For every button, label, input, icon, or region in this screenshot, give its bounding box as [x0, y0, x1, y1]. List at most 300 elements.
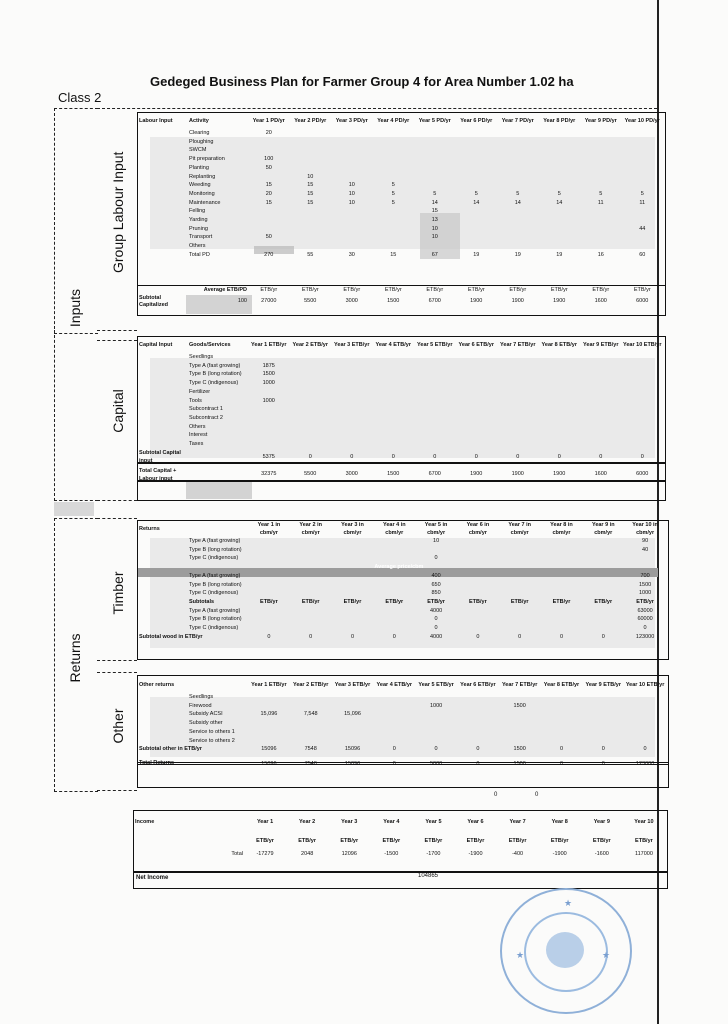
capital-value: [248, 431, 290, 440]
year-column-header: Year 2 PD/yr: [294, 117, 327, 124]
income-year-row: [134, 812, 665, 832]
pd-value: [248, 216, 290, 225]
empty-cell: [138, 537, 188, 546]
pd-value: [497, 164, 539, 173]
capital-row: [138, 414, 663, 423]
unit-cell: ETB/yr: [427, 598, 445, 605]
capital-row: [138, 379, 663, 388]
empty-cell: [539, 414, 581, 423]
other-row: [138, 693, 666, 702]
income-unit-row: [134, 832, 665, 850]
empty-cell: [622, 362, 664, 371]
empty-cell: [499, 589, 541, 598]
capital-value: [248, 440, 290, 449]
pd-value: [580, 181, 622, 190]
year-column-header: Year 3 PD/yr: [335, 117, 368, 124]
unit-cell: ETB/yr: [636, 598, 654, 605]
empty-cell: [290, 423, 332, 432]
pd-value: [331, 242, 373, 251]
pd-value: [331, 233, 373, 242]
empty-cell: [457, 615, 499, 624]
pd-value: 5: [391, 190, 395, 197]
other-value: [624, 693, 666, 702]
capital-row: [138, 405, 663, 414]
empty-cell: [331, 405, 373, 414]
empty-cell: [138, 164, 188, 173]
pd-value: [497, 242, 539, 251]
empty-cell: [138, 379, 188, 388]
capital-value: [248, 405, 290, 414]
other-value: [290, 719, 332, 728]
empty-cell: [580, 414, 622, 423]
other-value: 15,096: [344, 711, 361, 718]
empty-cell: [497, 362, 539, 371]
pd-value: [414, 164, 456, 173]
subtotal-value: 1900: [511, 298, 524, 305]
empty-cell: [290, 537, 332, 546]
timber-subtotals-header-row: [138, 598, 666, 607]
unit-cell: ETB/yr: [552, 598, 571, 605]
empty-cell: [580, 423, 622, 432]
empty-cell: [622, 431, 664, 440]
type-label: Type C (indigenous): [189, 555, 239, 562]
other-value: 1000: [429, 702, 443, 709]
empty-cell: [332, 615, 374, 624]
pd-value: 55: [307, 251, 314, 258]
net-income-value: 104865: [418, 873, 439, 879]
empty-cell: [138, 710, 188, 719]
pd-value: [290, 138, 332, 147]
other-subtotal-row: [138, 745, 666, 754]
income-total-value: -1500: [384, 851, 399, 857]
subtotal-value: 0: [308, 453, 312, 460]
empty-cell: [138, 199, 188, 208]
empty-cell: [290, 397, 332, 406]
pd-value: [290, 164, 332, 173]
pd-value: [497, 146, 539, 155]
empty-cell: [539, 362, 581, 371]
type-label: Type A (fast growing): [189, 572, 241, 579]
pd-value: 15: [307, 199, 314, 206]
pd-value: [622, 181, 664, 190]
pd-value: [622, 173, 664, 182]
other-value: [457, 737, 499, 746]
other-value: [332, 737, 374, 746]
goods-label: Interest: [189, 432, 208, 439]
pd-value: [497, 216, 539, 225]
empty-cell: [138, 353, 188, 362]
subtotal-value: 3000: [345, 298, 358, 305]
empty-cell: [582, 615, 624, 624]
pd-value: 5: [391, 182, 395, 189]
year-column-header: Year 9 in cbm/yr: [591, 521, 615, 536]
unit-cell: ETB/yr: [343, 287, 361, 293]
capital-value: [248, 388, 290, 397]
group-labour-input-label: Group Labour Input: [110, 151, 126, 273]
year-column-header: Year 7 PD/yr: [501, 117, 534, 124]
empty-cell: [331, 379, 373, 388]
unit-cell: ETB/yr: [385, 598, 404, 605]
empty-cell: [332, 554, 374, 563]
other-row: [138, 710, 666, 719]
unit-cell: ETB/yr: [340, 837, 359, 844]
pd-value: [539, 216, 581, 225]
pd-value: [290, 242, 332, 251]
income-label: Income: [135, 818, 155, 825]
year5-value: 650: [431, 581, 441, 588]
other-value: [624, 737, 666, 746]
other-value: [499, 693, 541, 702]
year-column-header: Year 10 ETB/yr: [625, 681, 665, 688]
empty-cell: [539, 370, 581, 379]
below-value: 0: [535, 792, 539, 798]
pd-value: [622, 164, 664, 173]
other-value: [541, 719, 583, 728]
empty-cell: [457, 563, 499, 572]
empty-cell: [582, 572, 624, 581]
empty-cell: [414, 440, 456, 449]
subtotal-value: 0: [350, 453, 354, 460]
empty-cell: [622, 414, 664, 423]
pd-value: [414, 242, 456, 251]
activity-label: Weeding: [189, 182, 211, 189]
pd-value: [622, 216, 664, 225]
capital-row: [138, 397, 663, 406]
empty-cell: [373, 405, 415, 414]
goods-label: Tools: [189, 397, 202, 404]
labour-input-table: [138, 112, 663, 260]
empty-cell: [497, 388, 539, 397]
empty-cell: [290, 379, 332, 388]
other-value: [457, 710, 499, 719]
net-income-border: [133, 871, 668, 889]
other-value: [624, 728, 666, 737]
empty-cell: [414, 353, 456, 362]
other-value: [373, 693, 415, 702]
pd-value: [622, 138, 664, 147]
below-value: 0: [494, 792, 498, 798]
unit-cell: ETB/yr: [508, 837, 527, 844]
empty-cell: [138, 728, 188, 737]
inputs-label: Inputs: [67, 288, 83, 328]
other-value: [499, 719, 541, 728]
pd-value: [497, 173, 539, 182]
labour-subtotal-row: [138, 295, 663, 309]
empty-cell: [580, 397, 622, 406]
empty-cell: [580, 353, 622, 362]
capital-row: [138, 431, 663, 440]
empty-cell: [188, 466, 248, 484]
empty-cell: [373, 423, 415, 432]
empty-cell: [138, 370, 188, 379]
other-value: [499, 710, 541, 719]
pd-value: [456, 181, 498, 190]
year-column-header: Year 9 ETB/yr: [585, 681, 621, 688]
unit-cell: ETB/yr: [256, 837, 274, 844]
empty-cell: [332, 537, 374, 546]
year10-value: 63000: [637, 607, 653, 614]
pd-value: [414, 155, 456, 164]
empty-cell: [541, 563, 583, 572]
empty-cell: [497, 370, 539, 379]
unit-cell: ETB/yr: [260, 287, 278, 293]
income-total-value: -1900: [552, 851, 567, 857]
year-column-header: Year 5 in cbm/yr: [424, 521, 448, 536]
empty-cell: [373, 589, 415, 598]
total-value: 7548: [304, 760, 317, 767]
other-label: Other: [110, 708, 126, 744]
pd-value: 15: [265, 199, 272, 206]
other-value: [541, 702, 583, 711]
pd-value: [414, 181, 456, 190]
pd-value: [331, 138, 373, 147]
pd-value: [373, 233, 415, 242]
empty-cell: [541, 607, 583, 616]
pd-value: [539, 138, 581, 147]
avg-rate-row: [138, 286, 663, 295]
total-returns-row: [138, 754, 666, 774]
year-column-header: Year 2 ETB/yr: [292, 341, 328, 348]
year-label: Year 5: [425, 818, 442, 825]
empty-cell: [580, 379, 622, 388]
pd-value: 5: [391, 199, 395, 206]
empty-cell: [622, 388, 664, 397]
pd-value: [414, 173, 456, 182]
empty-cell: [134, 832, 184, 850]
other-value: [624, 719, 666, 728]
pd-value: 13: [431, 217, 438, 224]
capital-input-table: [138, 336, 663, 484]
total-value: 32375: [261, 471, 277, 478]
price-header: Average price/cbm: [374, 564, 424, 571]
subtotal-value: 0: [474, 453, 478, 460]
empty-cell: [373, 537, 415, 546]
empty-cell: [539, 423, 581, 432]
total-value: 3000: [345, 471, 358, 478]
year5-value: [415, 546, 457, 555]
subtotals-label: Subtotals: [189, 598, 215, 605]
pd-value: 20: [265, 190, 272, 197]
empty-cell: [331, 397, 373, 406]
empty-cell: [457, 537, 499, 546]
pd-value: [290, 207, 332, 216]
subtotal-value: 0: [476, 746, 480, 753]
other-value: [248, 737, 290, 746]
year-column-header: Year 2 in cbm/yr: [299, 521, 323, 536]
total-value: 0: [392, 760, 396, 767]
income-table: [134, 812, 665, 859]
empty-cell: [582, 581, 624, 590]
pd-value: [580, 225, 622, 234]
empty-cell: [290, 362, 332, 371]
empty-cell: [331, 362, 373, 371]
empty-cell: [456, 414, 498, 423]
empty-cell: [290, 624, 332, 633]
unit-cell: ETB/yr: [384, 287, 402, 293]
year5-value: 0: [434, 616, 438, 623]
subtotal-value: 15096: [344, 746, 361, 753]
type-label: Type C (indigenous): [189, 590, 239, 597]
empty-cell: [290, 414, 332, 423]
other-row: [138, 737, 666, 746]
empty-cell: [541, 624, 583, 633]
year-column-header: Year 3 ETB/yr: [334, 681, 371, 688]
unit-cell: ETB/yr: [594, 598, 613, 605]
pd-value: [497, 129, 539, 138]
subtotal-value: 1600: [594, 298, 607, 305]
year5-value: 4000: [429, 607, 443, 614]
pd-value: 14: [514, 199, 521, 206]
pd-value: [539, 164, 581, 173]
pd-value: [456, 242, 498, 251]
activity-label: SWCM: [189, 147, 207, 154]
year-label: Year 7: [509, 818, 526, 825]
pd-value: 60: [639, 251, 646, 258]
activity-label: Yarding: [189, 217, 208, 224]
pd-value: [248, 146, 290, 155]
other-value: [373, 719, 415, 728]
empty-cell: [290, 440, 332, 449]
type-label: Type B (long rotation): [189, 616, 242, 623]
pd-value: 5: [640, 190, 644, 197]
other-value: [415, 728, 457, 737]
pd-value: [373, 216, 415, 225]
pd-value: [539, 155, 581, 164]
labour-row: [138, 181, 663, 190]
year-column-header: Year 10 in cbm/yr: [632, 521, 658, 536]
empty-cell: [456, 362, 498, 371]
other-value: 7,548: [303, 711, 318, 718]
empty-cell: [331, 370, 373, 379]
empty-cell: [580, 370, 622, 379]
empty-cell: [582, 554, 624, 563]
unit-cell: ETB/yr: [467, 287, 485, 293]
total-value: 15096: [261, 760, 277, 767]
empty-cell: [248, 537, 290, 546]
goods-label: Fertilizer: [189, 388, 211, 395]
other-key-header: Other returns: [139, 681, 175, 688]
total-value: 1500: [513, 760, 526, 767]
empty-cell: [184, 812, 244, 832]
empty-cell: [134, 850, 184, 859]
total-value: 5500: [304, 471, 317, 478]
pd-value: 100: [264, 156, 274, 163]
empty-cell: [541, 589, 583, 598]
income-total-value: -1900: [468, 851, 483, 857]
empty-cell: [332, 624, 374, 633]
year-column-header: Year 5 PD/yr: [418, 117, 451, 124]
other-label: Service to others 2: [189, 737, 235, 744]
pd-value: [373, 129, 415, 138]
unit-cell: ETB/yr: [426, 287, 444, 293]
labour-row: [138, 173, 663, 182]
other-value: [332, 693, 374, 702]
empty-cell: [456, 431, 498, 440]
pd-value: [414, 129, 456, 138]
year-column-header: Year 3 in cbm/yr: [341, 521, 364, 536]
subtotal-value: 0: [392, 633, 396, 640]
empty-cell: [138, 173, 188, 182]
year10-value: [624, 554, 666, 563]
empty-cell: [622, 353, 664, 362]
total-value: 6000: [636, 471, 649, 478]
activity-label: Planting: [189, 164, 209, 171]
goods-label: Type A (fast growing): [189, 362, 241, 369]
unit-cell: ETB/yr: [550, 287, 568, 293]
empty-cell: [497, 397, 539, 406]
empty-cell: [539, 388, 581, 397]
empty-cell: [497, 414, 539, 423]
other-value: [499, 737, 541, 746]
year-column-header: Year 8 PD/yr: [543, 117, 576, 124]
activity-label: Ploughing: [189, 138, 214, 145]
subtotal-label: Subtotal wood in ETB/yr: [139, 633, 203, 640]
other-value: [541, 737, 583, 746]
subtotal-value: 0: [516, 453, 520, 460]
year-column-header: Year 3 ETB/yr: [334, 341, 370, 348]
capital-row: [138, 353, 663, 362]
other-row: [138, 728, 666, 737]
year-column-header: Year 7 ETB/yr: [500, 341, 536, 348]
income-total-value: -400: [512, 851, 524, 857]
other-label: Seedlings: [189, 694, 214, 700]
empty-cell: [456, 353, 498, 362]
labour-row: [138, 129, 663, 138]
empty-cell: [290, 554, 332, 563]
net-income-label: Net Income: [136, 875, 169, 881]
empty-cell: [373, 546, 415, 555]
empty-cell: [331, 388, 373, 397]
pd-value: 10: [431, 234, 438, 241]
empty-cell: [138, 572, 188, 581]
pd-value: [373, 138, 415, 147]
pd-value: [622, 242, 664, 251]
year-column-header: Year 9 ETB/yr: [583, 341, 619, 348]
subtotal-value: 0: [599, 453, 603, 460]
other-value: [290, 728, 332, 737]
empty-cell: [248, 581, 290, 590]
empty-cell: [138, 615, 188, 624]
type-label: Type C (indigenous): [189, 625, 239, 632]
labour-row: [138, 190, 663, 199]
activity-label: Felling: [189, 208, 206, 215]
pd-value: 10: [307, 173, 314, 180]
empty-cell: [373, 572, 415, 581]
empty-cell: [248, 554, 290, 563]
empty-cell: [138, 388, 188, 397]
empty-cell: [188, 563, 248, 572]
empty-cell: [290, 405, 332, 414]
empty-cell: [580, 362, 622, 371]
capital-top-rule: [97, 340, 137, 342]
subtotal-value: 0: [350, 633, 355, 640]
pd-value: [373, 155, 415, 164]
income-total-row: [134, 850, 665, 859]
pd-value: 5: [599, 190, 603, 197]
labour-row: [138, 233, 663, 242]
year-label: Year 4: [383, 818, 400, 825]
subtotal-value: 0: [476, 633, 480, 640]
empty-cell: [248, 572, 290, 581]
year-column-header: Year 7 ETB/yr: [501, 681, 538, 688]
year5-value: 0: [434, 625, 438, 632]
empty-cell: [539, 405, 581, 414]
empty-cell: [373, 615, 415, 624]
empty-cell: [248, 624, 290, 633]
pd-value: [622, 146, 664, 155]
activity-label: Replanting: [189, 173, 216, 180]
pd-value: 10: [431, 225, 438, 232]
